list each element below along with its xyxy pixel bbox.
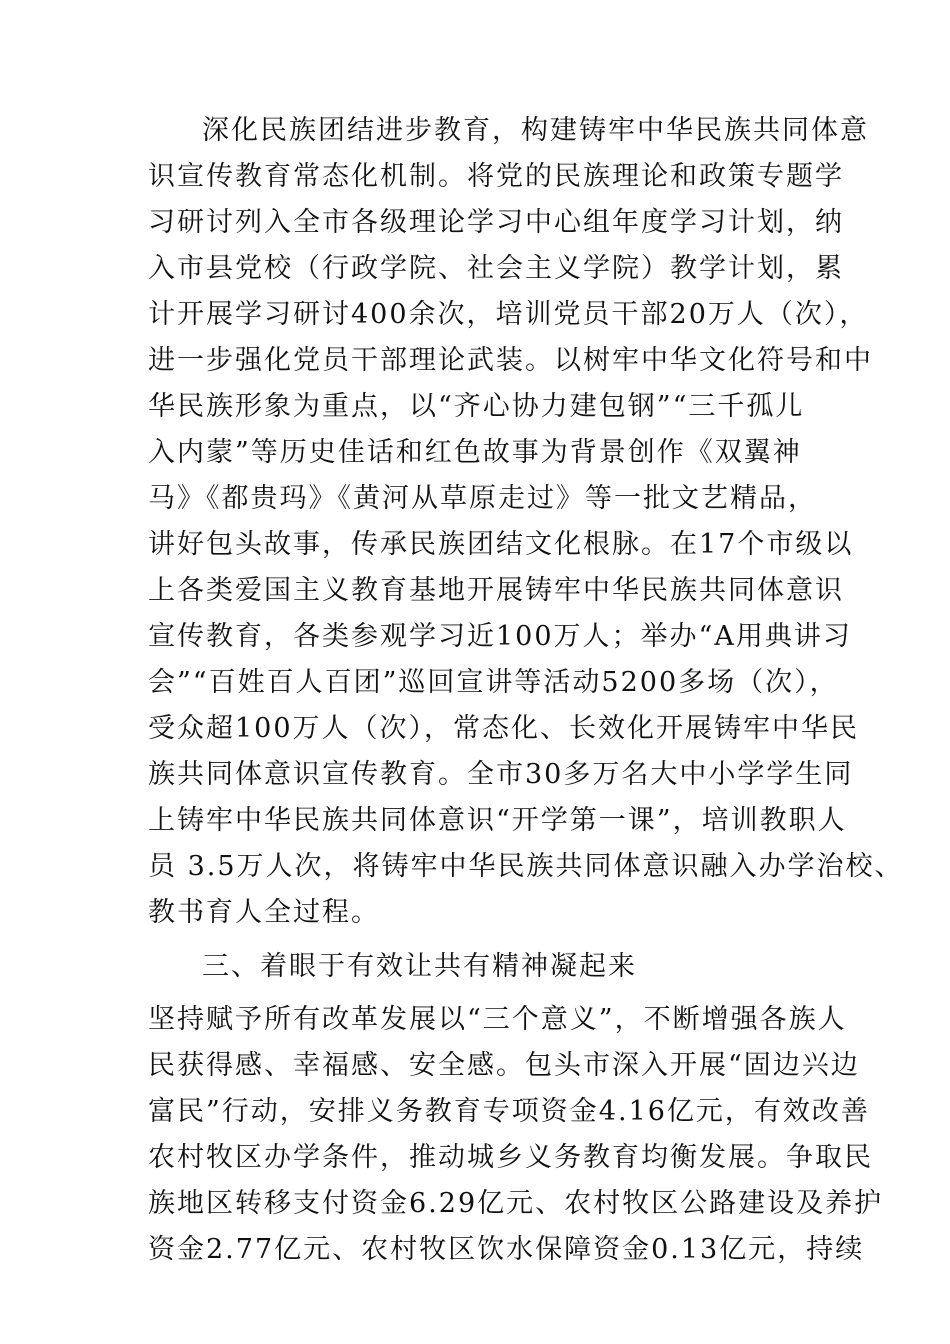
paragraph-1-line: 计开展学习研讨400余次，培训党员干部20万人（次）， xyxy=(148,299,869,330)
paragraph-1-line: 上铸牢中华民族共同体意识“开学第一课”，培训教职人 xyxy=(148,805,847,836)
paragraph-1-line: 受众超100万人（次），常态化、长效化开展铸牢中华民 xyxy=(148,713,860,744)
paragraph-1-line: 宣传教育，各类参观学习近100万人；举办“A用典讲习 xyxy=(148,621,852,652)
paragraph-2-line: 族地区转移支付资金6.29亿元、农村牧区公路建设及养护 xyxy=(148,1188,884,1219)
paragraph-1-line: 会”“百姓百人百团”巡回宣讲等活动5200多场（次）， xyxy=(148,667,839,698)
paragraph-1-line: 教书育人全过程。 xyxy=(148,897,380,928)
paragraph-1-line: 族共同体意识宣传教育。全市30多万名大中小学学生同 xyxy=(148,759,854,790)
paragraph-1-line: 上各类爱国主义教育基地开展铸牢中华民族共同体意识 xyxy=(148,575,844,606)
paragraph-2-line: 坚持赋予所有改革发展以“三个意义”，不断增强各族人 xyxy=(148,1004,847,1035)
paragraph-1-line: 讲好包头故事，传承民族团结文化根脉。在17个市级以 xyxy=(148,529,854,560)
section-heading: 三、着眼于有效让共有精神凝起来 xyxy=(202,951,637,982)
paragraph-1-line: 深化民族团结进步教育，构建铸牢中华民族共同体意 xyxy=(202,115,869,146)
paragraph-1-line: 习研讨列入全市各级理论学习中心组年度学习计划，纳 xyxy=(148,207,844,238)
paragraph-2-line: 民获得感、幸福感、安全感。包头市深入开展“固边兴边 xyxy=(148,1050,860,1081)
paragraph-1-line: 进一步强化党员干部理论武装。以树牢中华文化符号和中 xyxy=(148,345,873,376)
paragraph-1-line: 入内蒙”等历史佳话和红色故事为背景创作《双翼神 xyxy=(148,437,802,468)
paragraph-2-line: 富民”行动，安排义务教育专项资金4.16亿元，有效改善 xyxy=(148,1096,870,1127)
paragraph-1-line: 识宣传教育常态化机制。将党的民族理论和政策专题学 xyxy=(148,161,844,192)
paragraph-1-line: 华民族形象为重点，以“齐心协力建包钢”“三千孤儿 xyxy=(148,391,805,422)
paragraph-2-line: 农村牧区办学条件，推动城乡义务教育均衡发展。争取民 xyxy=(148,1142,873,1173)
paragraph-1-line: 入市县党校（行政学院、社会主义学院）教学计划，累 xyxy=(148,253,844,284)
paragraph-1-line: 员 3.5万人次，将铸牢中华民族共同体意识融入办学治校、 xyxy=(148,851,904,882)
paragraph-2-line: 资金2.77亿元、农村牧区饮水保障资金0.13亿元，持续 xyxy=(148,1234,865,1265)
paragraph-1-line: 马》《都贵玛》《黄河从草原走过》等一批文艺精品， xyxy=(148,483,817,514)
